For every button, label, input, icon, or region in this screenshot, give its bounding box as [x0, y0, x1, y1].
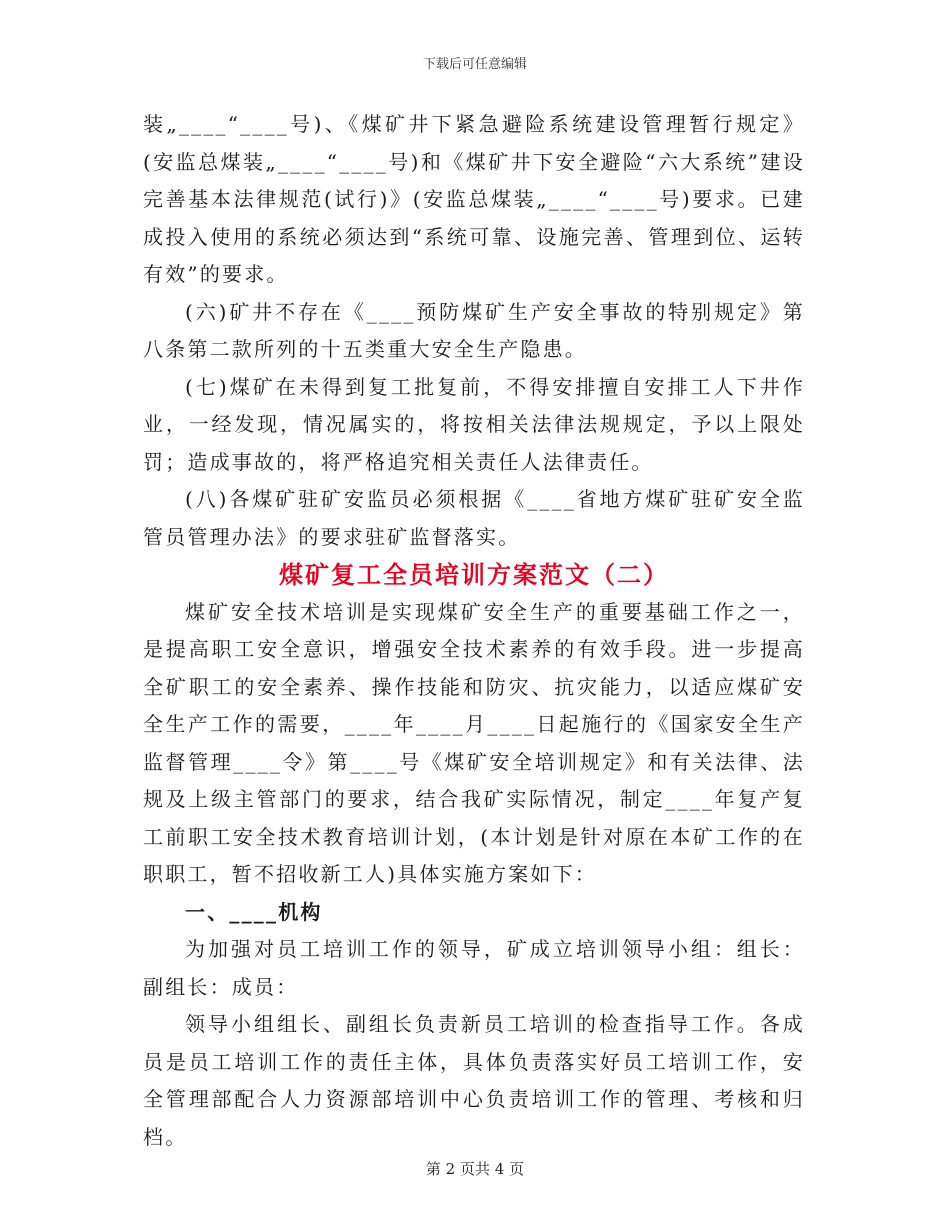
page-header: 下载后可任意编辑 [422, 57, 527, 72]
paragraph-leadership: 为加强对员工培训工作的领导，矿成立培训领导小组：组长：副组长：成员： [143, 937, 805, 999]
paragraph-item-6: (六)矿井不存在《____预防煤矿生产安全事故的特别规定》第八条第二款所列的十五类重大安全生产隐患。 [143, 299, 805, 361]
page-footer: 第 2 页共 4 页 [425, 1160, 525, 1178]
paragraph-item-7: (七)煤矿在未得到复工批复前，不得安排擅自安排工人下井作业，一经发现，情况属实的，将按相关法律法规规定，予以上限处罚；造成事故的，将严格追究相关责任人法律责任。 [143, 374, 805, 474]
paragraph-item-8: (八)各煤矿驻矿安监员必须根据《____省地方煤矿驻矿安全监管员管理办法》的要求驻矿监督落实。 [143, 487, 805, 549]
paragraph-responsibility: 领导小组组长、副组长负责新员工培训的检查指导工作。各成员是员工培训工作的责任主体，具体负责落实好员工培训工作，安全管理部配合人力资源部培训中心负责培训工作的管理、考核和归档。 [143, 1012, 805, 1149]
paragraph-continued: 装„____“____号)、《煤矿井下紧急避险系统建设管理暂行规定》(安监总煤装„____“____号)和《煤矿井下安全避险“六大系统”建设完善基本法律规范(试行)》(安监总煤装„____“____号)要求。已建成投入使用的系统必须达到“系统可靠、设施完善、管理到位、运转有效”的要求。 [143, 112, 805, 286]
document-body [143, 106, 805, 1156]
section-heading-1: 一、____机构 [185, 899, 323, 924]
section-title: 煤矿复工全员培训方案范文（二） [279, 560, 669, 589]
paragraph-intro: 煤矿安全技术培训是实现煤矿安全生产的重要基础工作之一，是提高职工安全意识，增强安全技术素养的有效手段。进一步提高全矿职工的安全素养、操作技能和防灾、抗灾能力，以适应煤矿安全生产工作的需要，____年____月____日起施行的《国家安全生产监督管理____令》第____号《煤矿安全培训规定》和有关法律、法规及上级主管部门的要求，结合我矿实际情况，制定____年复产复工前职工安全技术教育培训计划，(本计划是针对原在本矿工作的在职职工，暂不招收新工人)具体实施方案如下： [143, 599, 805, 886]
